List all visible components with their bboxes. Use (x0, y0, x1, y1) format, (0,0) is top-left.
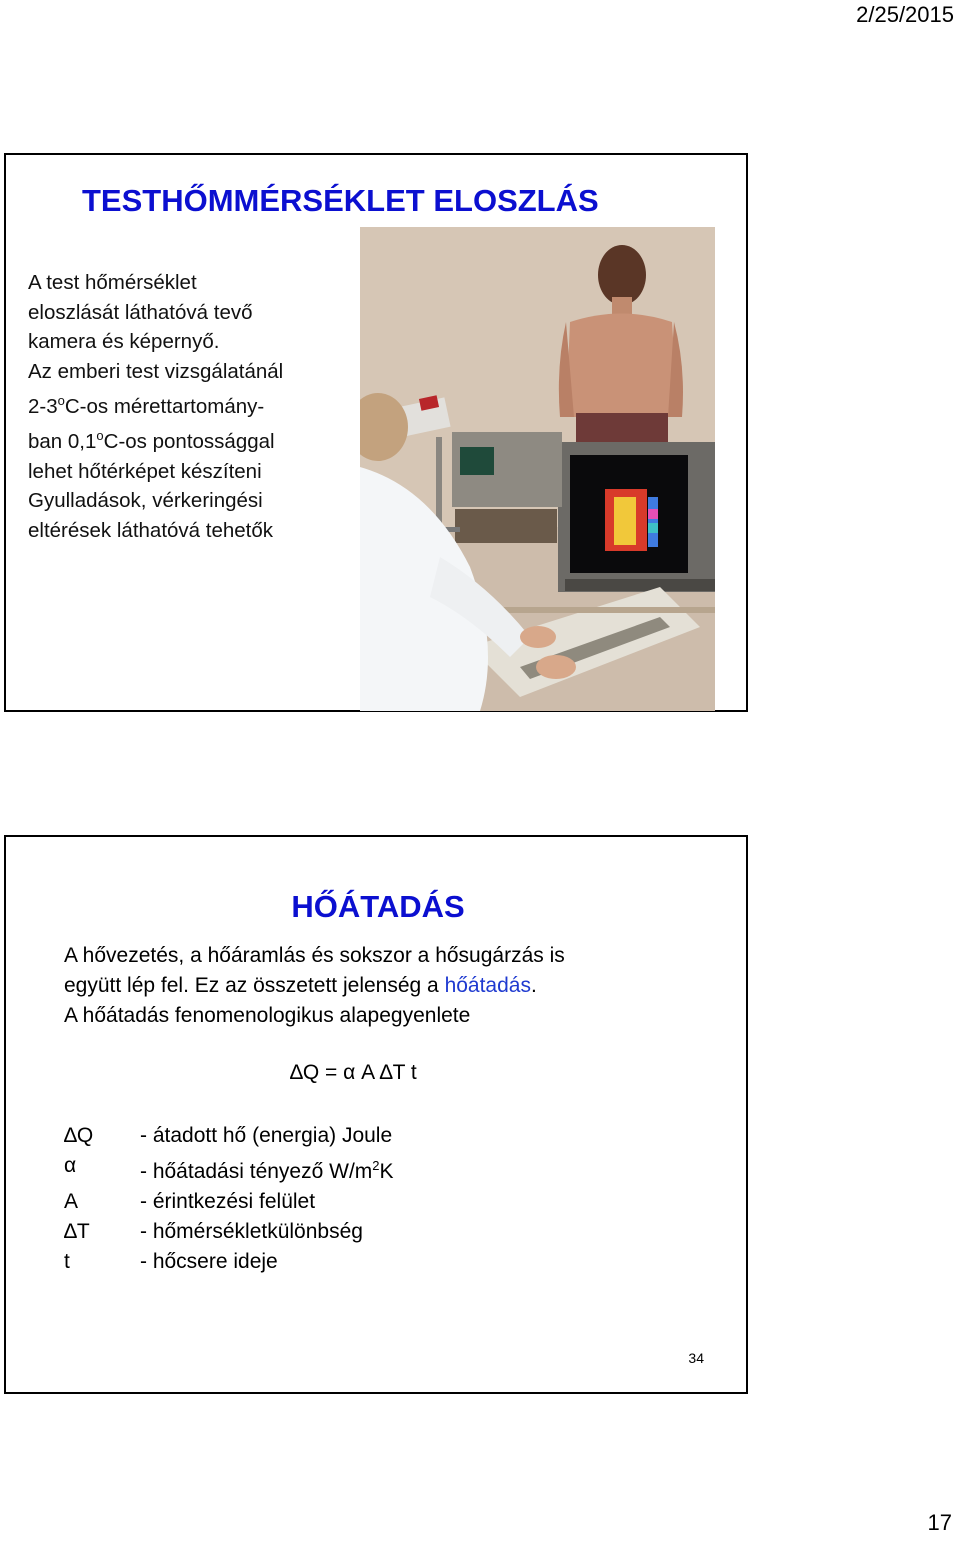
page-number: 17 (927, 1510, 952, 1535)
slide-number: 34 (688, 1350, 704, 1366)
variable-row (64, 1217, 394, 1247)
variable-row (64, 1247, 394, 1277)
header-date: 2/25/2015 (856, 2, 954, 27)
highlight-term: hőátadás (444, 974, 531, 997)
slide-title: HŐÁTADÁS (291, 889, 465, 924)
body-line: lehet hőtérképet készíteni (28, 459, 262, 483)
paragraph-line: A hőátadás fenomenologikus alapegyenlete (64, 1004, 471, 1027)
slide-thermography (4, 153, 748, 712)
body-line: 2-3$^o$C-os mérettartomány- (28, 393, 265, 418)
body-line: ban 0,1$^o$C-os pontossággal (28, 428, 275, 454)
body-line: kamera és képernyő. (28, 330, 220, 353)
variable-symbol: ∆T (64, 1220, 90, 1243)
variable-row (64, 1121, 394, 1151)
variable-description: - érintkezési felület (140, 1190, 316, 1213)
variable-description: - átadott hő (energia) Joule (140, 1124, 393, 1147)
variable-symbol: α (64, 1154, 77, 1177)
variable-symbol: A (64, 1190, 79, 1213)
body-line: eltérések láthatóvá tehetők (28, 518, 274, 542)
variable-row (64, 1187, 394, 1217)
equation: ∆Q = α A ∆T t (290, 1061, 417, 1084)
slide-body-text (28, 268, 358, 545)
variable-description: - hőmérsékletkülönbség (140, 1220, 363, 1243)
paragraph-line: A hővezetés, a hőáramlás és sokszor a hősugárzás is (64, 944, 565, 967)
variable-row (64, 1151, 394, 1187)
variable-description: - hőátadási tényező $W/m^2K$ (140, 1158, 394, 1183)
slide-title: TESTHŐMMÉRSÉKLET ELOSZLÁS (82, 183, 599, 218)
body-line: A test hőmérséklet (28, 271, 197, 294)
body-line: eloszlását láthatóvá tevő (28, 300, 253, 324)
paragraph-line: együtt lép fel. Ez az összetett jelenség a hőátadás. (64, 974, 537, 997)
slide-paragraph (64, 941, 724, 1031)
body-line: Gyulladások, vérkeringési (28, 489, 263, 513)
variable-description: - hőcsere ideje (140, 1250, 278, 1273)
body-line: Az emberi test vizsgálatánál (28, 359, 284, 383)
variable-list (64, 1121, 394, 1277)
thermography-photo (360, 227, 715, 711)
slide-heat-transfer (4, 835, 748, 1394)
variable-symbol: ∆Q (64, 1124, 94, 1147)
variable-symbol: t (64, 1250, 70, 1273)
